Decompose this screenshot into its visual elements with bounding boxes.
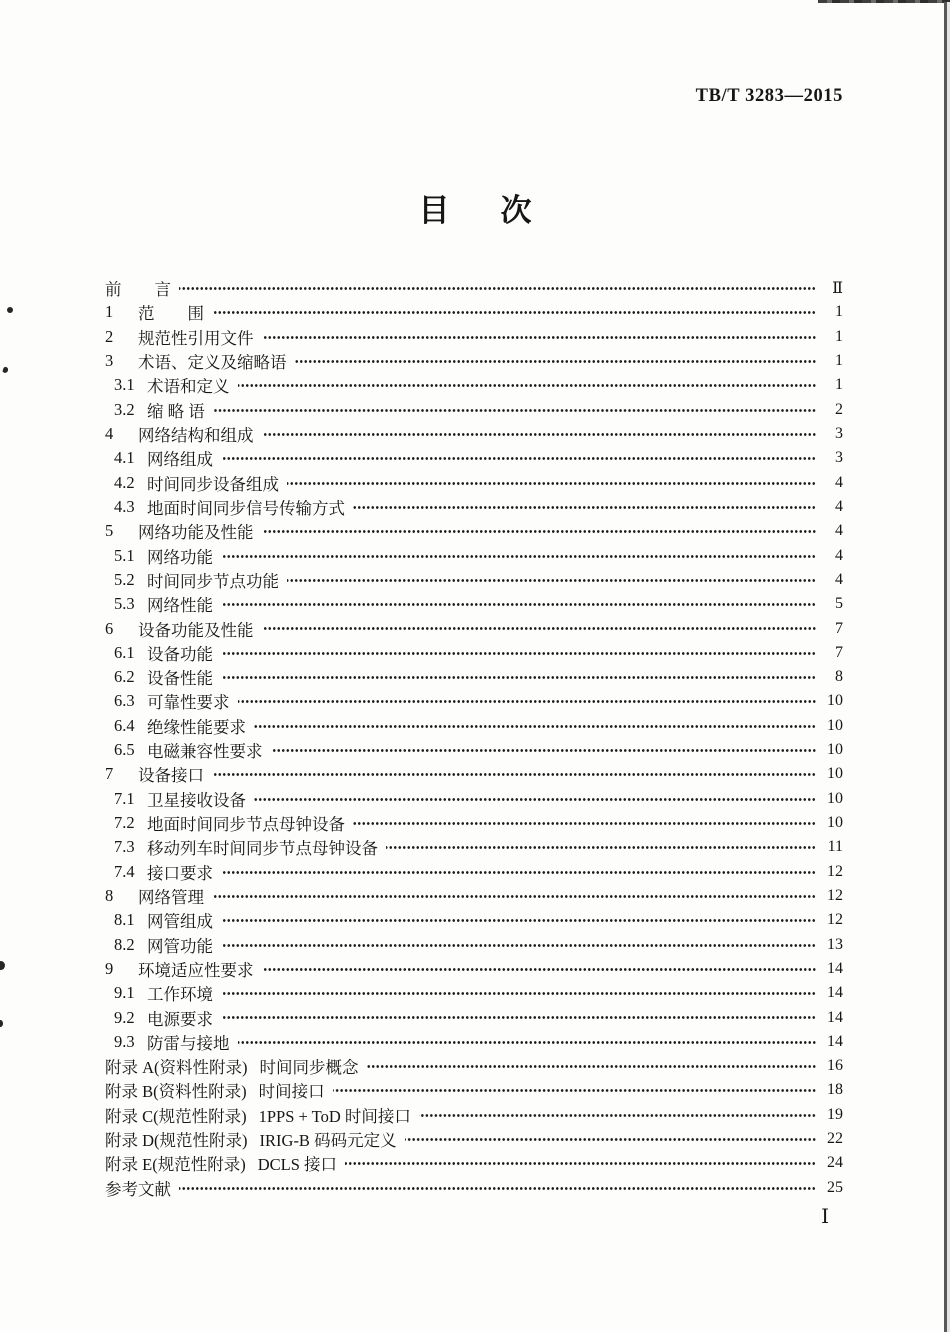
toc-entry-number: 9.2 — [114, 1007, 135, 1027]
toc-entry — [105, 908, 843, 932]
toc-entry-number: 4 — [105, 424, 114, 444]
toc-leader-dots-icon — [419, 1103, 817, 1127]
toc-entry — [105, 665, 843, 689]
toc-entry-page-number: 12 — [827, 862, 843, 880]
toc-entry — [105, 349, 843, 373]
toc-entry-title: 网络功能 — [147, 547, 213, 567]
toc-entry-number: 5.1 — [114, 545, 135, 565]
toc-leader-dots-icon — [386, 835, 817, 859]
toc-entry-title: 电磁兼容性要求 — [147, 742, 263, 762]
toc-entry-title: 范 围 — [138, 304, 204, 324]
toc-entry — [105, 641, 843, 665]
toc-entry — [105, 1078, 843, 1102]
toc-entry — [105, 884, 843, 908]
toc-entry-title: 移动列车时间同步节点母钟设备 — [147, 839, 378, 859]
toc-entry-page-number: 12 — [827, 886, 843, 904]
toc-list — [105, 276, 843, 1200]
toc-entry — [105, 1176, 843, 1200]
footer-page-number: Ⅰ — [821, 1206, 829, 1228]
toc-entry-title: 绝缘性能要求 — [147, 717, 246, 737]
page-title: 目 次 — [418, 193, 542, 228]
toc-entry-page-number: 1 — [835, 376, 843, 394]
toc-entry-page-number: 4 — [835, 546, 843, 564]
toc-entry — [105, 738, 843, 762]
toc-entry — [105, 957, 843, 981]
toc-entry-title: 环境适应性要求 — [138, 960, 254, 980]
toc-entry-title: 防雷与接地 — [147, 1033, 230, 1053]
toc-entry-number: 8.1 — [114, 910, 135, 930]
toc-leader-dots-icon — [221, 932, 817, 956]
toc-entry-title: 规范性引用文件 — [138, 328, 254, 348]
toc-entry-title: 网络功能及性能 — [138, 523, 254, 543]
toc-entry — [105, 398, 843, 422]
toc-leader-dots-icon — [238, 373, 818, 397]
toc-entry-title: 电源要求 — [147, 1009, 213, 1029]
toc-entry-title: 参考文献 — [105, 1179, 171, 1199]
toc-entry-number: 7.3 — [114, 837, 135, 857]
toc-entry-number: 附录 A(资料性附录) — [105, 1058, 248, 1078]
toc-entry-title: 前 言 — [105, 280, 171, 300]
toc-entry-page-number: 4 — [835, 473, 843, 491]
toc-leader-dots-icon — [295, 349, 818, 373]
toc-leader-dots-icon — [367, 1054, 817, 1078]
toc-entry-page-number: 14 — [827, 1032, 843, 1050]
toc-entry-page-number: 14 — [827, 959, 843, 977]
toc-entry-page-number: 7 — [835, 643, 843, 661]
toc-entry-page-number: 18 — [827, 1081, 843, 1099]
toc-leader-dots-icon — [254, 787, 817, 811]
toc-leader-dots-icon — [345, 1151, 817, 1175]
toc-leader-dots-icon — [179, 276, 817, 300]
toc-entry — [105, 325, 843, 349]
toc-entry-title: 设备性能 — [147, 669, 213, 689]
toc-entry-number: 3 — [105, 351, 114, 371]
toc-leader-dots-icon — [221, 981, 817, 1005]
toc-entry-number: 4.1 — [114, 448, 135, 468]
toc-entry-number: 3.1 — [114, 375, 135, 395]
toc-leader-dots-icon — [221, 641, 817, 665]
scan-edge-top — [818, 0, 950, 3]
toc-entry-number: 6.2 — [114, 667, 135, 687]
toc-entry — [105, 300, 843, 324]
toc-entry-title: 网管功能 — [147, 936, 213, 956]
toc-leader-dots-icon — [238, 689, 818, 713]
toc-entry — [105, 1127, 843, 1151]
toc-entry-number: 附录 E(规范性附录) — [105, 1155, 246, 1175]
toc-entry-number: 8 — [105, 885, 114, 905]
toc-entry-number: 附录 D(规范性附录) — [105, 1131, 248, 1151]
toc-entry-title: 设备功能及性能 — [138, 620, 254, 640]
toc-entry-page-number: 22 — [827, 1130, 843, 1148]
toc-entry-page-number: 10 — [827, 716, 843, 734]
toc-leader-dots-icon — [262, 957, 818, 981]
toc-entry-page-number: 2 — [835, 400, 843, 418]
toc-entry — [105, 592, 843, 616]
toc-entry-page-number: 10 — [827, 789, 843, 807]
scan-speck — [2, 366, 9, 373]
toc-entry-title: IRIG-B 码码元定义 — [259, 1131, 397, 1151]
toc-entry — [105, 471, 843, 495]
toc-entry-page-number: 5 — [835, 595, 843, 613]
toc-entry-page-number: 11 — [827, 838, 843, 856]
toc-entry — [105, 1054, 843, 1078]
toc-entry-title: 设备接口 — [138, 766, 204, 786]
toc-leader-dots-icon — [262, 325, 818, 349]
toc-entry-page-number: 10 — [827, 692, 843, 710]
toc-entry — [105, 835, 843, 859]
toc-entry-page-number: 8 — [835, 668, 843, 686]
toc-entry-number: 6 — [105, 618, 114, 638]
toc-entry-number: 7 — [105, 764, 114, 784]
toc-entry-number: 5.3 — [114, 594, 135, 614]
toc-entry-page-number: 3 — [835, 449, 843, 467]
toc-leader-dots-icon — [353, 811, 817, 835]
toc-entry-number: 附录 B(资料性附录) — [105, 1082, 247, 1102]
toc-entry-title: 卫星接收设备 — [147, 790, 246, 810]
toc-leader-dots-icon — [221, 446, 817, 470]
toc-entry-title: 地面时间同步节点母钟设备 — [147, 815, 345, 835]
toc-entry-number: 7.4 — [114, 861, 135, 881]
toc-entry-title: 时间同步节点功能 — [147, 571, 279, 591]
toc-entry-page-number: 13 — [827, 935, 843, 953]
toc-leader-dots-icon — [212, 300, 817, 324]
toc-entry-title: 术语、定义及缩略语 — [138, 353, 287, 373]
toc-entry-number: 3.2 — [114, 399, 135, 419]
scan-speck — [0, 1020, 3, 1027]
toc-leader-dots-icon — [405, 1127, 817, 1151]
toc-entry-title: 术语和定义 — [147, 377, 230, 397]
toc-entry-number: 5 — [105, 521, 114, 541]
toc-leader-dots-icon — [262, 519, 818, 543]
toc-leader-dots-icon — [221, 665, 817, 689]
toc-entry-title: 网络性能 — [147, 596, 213, 616]
toc-entry — [105, 689, 843, 713]
toc-entry — [105, 1030, 843, 1054]
toc-entry-page-number: 4 — [835, 497, 843, 515]
toc-entry-page-number: 14 — [827, 984, 843, 1002]
toc-entry — [105, 519, 843, 543]
toc-entry-number: 6.4 — [114, 715, 135, 735]
toc-leader-dots-icon — [353, 495, 817, 519]
toc-entry-number: 9.1 — [114, 983, 135, 1003]
toc-entry — [105, 1103, 843, 1127]
toc-entry-title: 网管组成 — [147, 912, 213, 932]
toc-leader-dots-icon — [287, 471, 817, 495]
toc-entry-page-number: 1 — [835, 327, 843, 345]
toc-entry-page-number: 3 — [835, 425, 843, 443]
toc-entry — [105, 860, 843, 884]
toc-leader-dots-icon — [221, 543, 817, 567]
toc-entry-title: 可靠性要求 — [147, 693, 230, 713]
toc-entry-page-number: 10 — [827, 814, 843, 832]
toc-entry-title: DCLS 接口 — [257, 1155, 338, 1175]
toc-leader-dots-icon — [238, 1030, 818, 1054]
toc-entry-page-number: Ⅱ — [832, 280, 843, 298]
toc-leader-dots-icon — [179, 1176, 817, 1200]
toc-entry-page-number: 4 — [835, 522, 843, 540]
toc-entry — [105, 932, 843, 956]
toc-leader-dots-icon — [221, 908, 817, 932]
toc-leader-dots-icon — [221, 1005, 817, 1029]
toc-entry-title: 接口要求 — [147, 863, 213, 883]
toc-entry-title: 缩 略 语 — [147, 401, 205, 421]
toc-entry — [105, 422, 843, 446]
standard-code: TB/T 3283—2015 — [695, 86, 843, 106]
toc-leader-dots-icon — [262, 422, 818, 446]
toc-entry-title: 地面时间同步信号传输方式 — [147, 498, 345, 518]
scan-speck — [0, 961, 5, 970]
toc-entry-number: 7.2 — [114, 813, 135, 833]
toc-entry-number: 附录 C(规范性附录) — [105, 1106, 247, 1126]
toc-entry-number: 5.2 — [114, 569, 135, 589]
toc-entry-page-number: 25 — [827, 1178, 843, 1196]
toc-entry — [105, 1005, 843, 1029]
toc-leader-dots-icon — [262, 616, 818, 640]
toc-entry-page-number: 10 — [827, 741, 843, 759]
scan-speck — [7, 307, 13, 313]
toc-entry-page-number: 4 — [835, 570, 843, 588]
toc-leader-dots-icon — [212, 762, 817, 786]
toc-entry-title: 网络组成 — [147, 450, 213, 470]
toc-entry-title: 工作环境 — [147, 985, 213, 1005]
toc-entry-number: 8.2 — [114, 934, 135, 954]
toc-leader-dots-icon — [221, 592, 817, 616]
toc-entry — [105, 714, 843, 738]
toc-entry — [105, 446, 843, 470]
toc-entry-number: 4.2 — [114, 472, 135, 492]
toc-entry-page-number: 1 — [835, 303, 843, 321]
toc-entry-title: 1PPS + ToD 时间接口 — [258, 1106, 411, 1126]
toc-entry-title: 时间同步概念 — [259, 1058, 359, 1078]
toc-entry-title: 网络结构和组成 — [138, 426, 254, 446]
toc-entry-number: 9.3 — [114, 1031, 135, 1051]
toc-entry-number: 6.5 — [114, 740, 135, 760]
toc-entry-number: 6.3 — [114, 691, 135, 711]
toc-leader-dots-icon — [221, 860, 817, 884]
toc-entry-page-number: 7 — [835, 619, 843, 637]
toc-leader-dots-icon — [271, 738, 818, 762]
toc-leader-dots-icon — [254, 714, 817, 738]
toc-leader-dots-icon — [333, 1078, 817, 1102]
toc-entry-number: 4.3 — [114, 496, 135, 516]
toc-entry — [105, 543, 843, 567]
toc-entry-page-number: 14 — [827, 1008, 843, 1026]
toc-entry-page-number: 19 — [827, 1105, 843, 1123]
toc-entry-number: 1 — [105, 302, 114, 322]
toc-leader-dots-icon — [287, 568, 817, 592]
toc-entry — [105, 568, 843, 592]
toc-entry — [105, 762, 843, 786]
toc-entry — [105, 811, 843, 835]
toc-entry-title: 网络管理 — [138, 887, 204, 907]
toc-entry-number: 6.1 — [114, 642, 135, 662]
toc-entry-page-number: 24 — [827, 1154, 843, 1172]
toc-entry-page-number: 16 — [827, 1057, 843, 1075]
toc-entry-page-number: 12 — [827, 911, 843, 929]
toc-entry-title: 时间同步设备组成 — [147, 474, 279, 494]
toc-entry — [105, 616, 843, 640]
toc-entry — [105, 276, 843, 300]
toc-entry-page-number: 1 — [835, 352, 843, 370]
toc-entry-title: 时间接口 — [258, 1082, 325, 1102]
toc-entry-title: 设备功能 — [147, 644, 213, 664]
toc-entry — [105, 373, 843, 397]
toc-entry — [105, 787, 843, 811]
toc-leader-dots-icon — [213, 398, 817, 422]
toc-entry-number: 7.1 — [114, 788, 135, 808]
toc-entry — [105, 1151, 843, 1175]
toc-entry-number: 2 — [105, 326, 114, 346]
toc-entry — [105, 495, 843, 519]
toc-leader-dots-icon — [212, 884, 817, 908]
toc-entry-number: 9 — [105, 958, 114, 978]
toc-entry-page-number: 10 — [827, 765, 843, 783]
toc-entry — [105, 981, 843, 1005]
